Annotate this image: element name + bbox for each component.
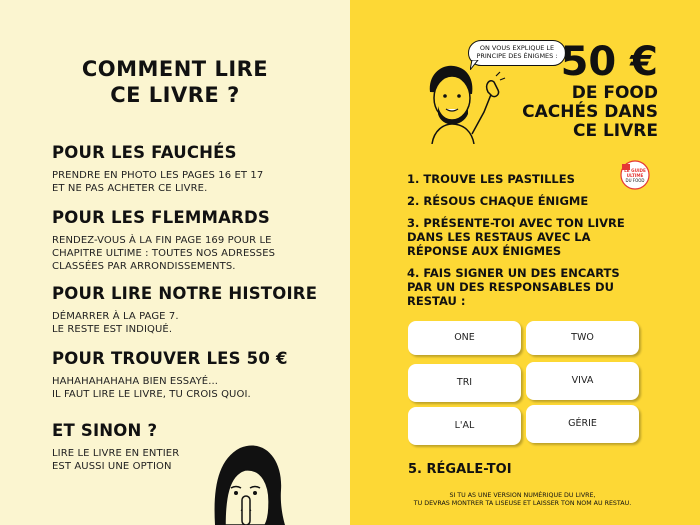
section-broke: [52, 143, 322, 195]
waving-man-illustration: [422, 62, 507, 144]
right-page-title: [520, 40, 658, 141]
instructions-list: [407, 172, 632, 316]
section-50-euros: [52, 349, 322, 401]
final-step: 5. RÉGALE-TOI: [408, 462, 512, 477]
section-lazy: [52, 208, 322, 273]
section-heading: POUR TROUVER LES 50 €: [52, 349, 288, 368]
title-line: DE FOOD: [571, 83, 658, 103]
svg-text:ULTIME: ULTIME: [626, 173, 644, 178]
step-item: 3. PRÉSENTE-TOI AVEC TON LIVRE DANS LES RESTAUS AVEC LA RÉPONSE AUX ÉNIGMES: [407, 216, 625, 258]
section-heading: ET SINON ?: [52, 421, 158, 440]
left-page-title: [0, 56, 350, 108]
sticker-lal: L'AL: [408, 407, 521, 445]
sticker-two: TWO: [526, 321, 639, 355]
section-body: RENDEZ-VOUS À LA FIN PAGE 169 POUR LE CHAPITRE ULTIME : TOUTES NOS ADRESSES CLASSÉES PAR ARRONDISSEMENTS.: [52, 235, 276, 272]
svg-text:LE GUIDE: LE GUIDE: [624, 168, 646, 173]
section-heading: POUR LIRE NOTRE HISTOIRE: [52, 284, 318, 303]
section-body: HAHAHAHAHAHA BIEN ESSAYÉ... IL FAUT LIRE LE LIVRE, TU CROIS QUOI.: [52, 376, 251, 400]
title-line: CACHÉS DANS: [522, 102, 658, 122]
section-story: [52, 284, 322, 336]
svg-text:DU FOOD: DU FOOD: [625, 178, 645, 183]
footnote: SI TU AS UNE VERSION NUMÉRIQUE DU LIVRE, TU DEVRAS MONTRER TA LISEUSE ET LAISSER TON NOM AU RESTAU.: [413, 492, 632, 507]
sticker-viva: VIVA: [526, 362, 639, 400]
section-body: PRENDRE EN PHOTO LES PAGES 16 ET 17 ET NE PAS ACHETER CE LIVRE.: [52, 170, 264, 194]
step-item: 1. TROUVE LES PASTILLES: [407, 172, 575, 186]
sticker-gerie: GÉRIE: [526, 405, 639, 443]
shushing-woman-illustration: [195, 430, 290, 525]
section-otherwise: [52, 421, 202, 473]
title-line-1: COMMENT LIRE: [81, 57, 269, 81]
section-heading: POUR LES FLEMMARDS: [52, 208, 270, 227]
step-item: 4. FAIS SIGNER UN DES ENCARTS PAR UN DES RESPONSABLES DU RESTAU :: [407, 266, 620, 308]
speech-bubble: ON VOUS EXPLIQUE LE PRINCIPE DES ÉNIGMES :: [468, 40, 566, 66]
sticker-one: ONE: [408, 321, 521, 355]
step-item: 2. RÉSOUS CHAQUE ÉNIGME: [407, 194, 589, 208]
title-line-2: CE LIVRE ?: [110, 83, 240, 107]
section-body: LIRE LE LIVRE EN ENTIER EST AUSSI UNE OPTION: [52, 448, 180, 472]
section-heading: POUR LES FAUCHÉS: [52, 143, 237, 162]
section-body: DÉMARRER À LA PAGE 7. LE RESTE EST INDIQUÉ.: [52, 311, 179, 335]
title-line: CE LIVRE: [572, 121, 658, 141]
sticker-tri: TRI: [408, 364, 521, 402]
title-amount: 50 €: [560, 39, 658, 85]
